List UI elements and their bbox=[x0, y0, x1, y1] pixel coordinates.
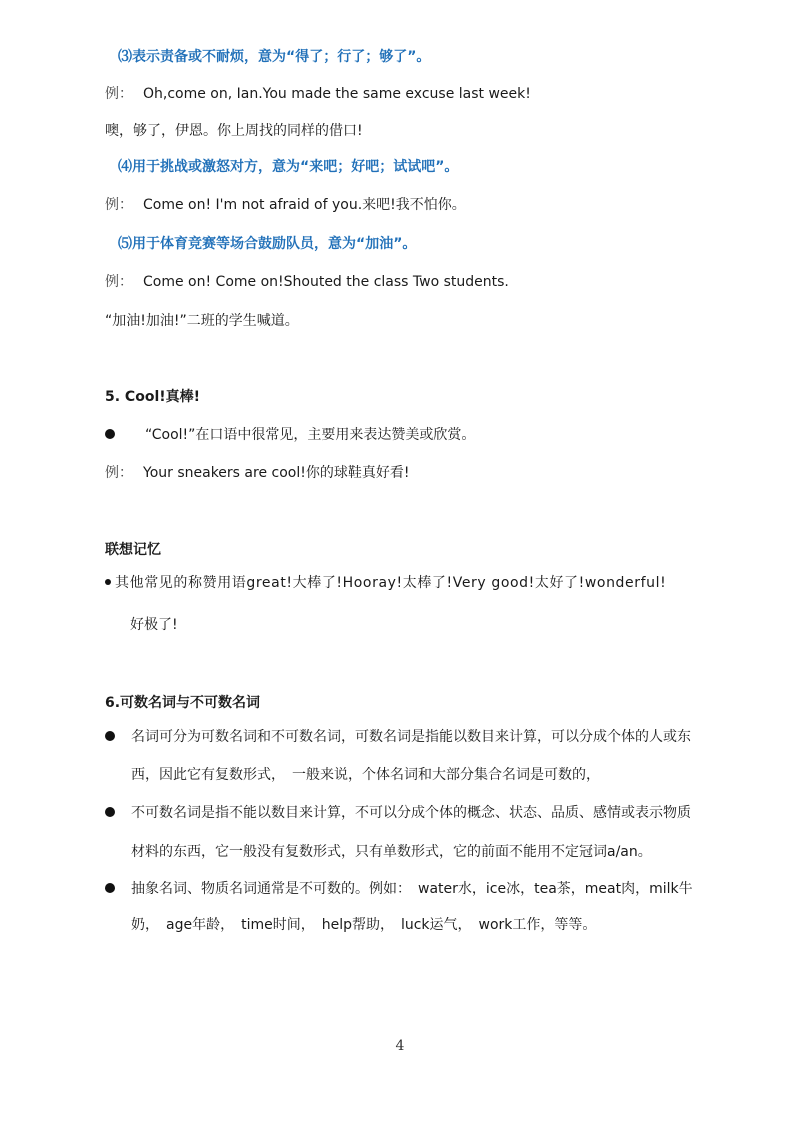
section-5-bullet bbox=[105, 426, 475, 444]
section-5-bullet-text: “Cool!”在口语中很常见，主要用来表达赞美或欣赏。 bbox=[145, 427, 476, 443]
bullet-icon bbox=[105, 579, 111, 585]
section-6-bullet-2-text: 不可数名词是指不能以数目来计算，不可以分成个体的概念、状态、品质、感情或表示物质 bbox=[131, 805, 691, 821]
example-prefix: 例： bbox=[105, 274, 133, 290]
section-6-bullet-2 bbox=[105, 804, 691, 822]
bullet-icon bbox=[105, 807, 115, 817]
example-3-translation: 噢，够了，伊恩。你上周找的同样的借口! bbox=[105, 123, 363, 139]
section-6-title: 6.可数名词与不可数名词 bbox=[105, 695, 261, 711]
section-5-example-text: Your sneakers are cool!你的球鞋真好看! bbox=[143, 465, 410, 481]
section-6-bullet-3-text: 抽象名词、物质名词通常是不可数的。例如： water水，ice冰，tea茶，meat肉，milk牛 bbox=[131, 881, 693, 897]
example-4-text: Come on! I'm not afraid of you.来吧!我不怕你。 bbox=[143, 197, 466, 213]
example-3 bbox=[105, 85, 531, 103]
bullet-icon bbox=[105, 731, 115, 741]
section-5-example bbox=[105, 464, 409, 482]
example-prefix: 例： bbox=[105, 465, 133, 481]
section-6-bullet-2-cont: 材料的东西，它一般没有复数形式，只有单数形式，它的前面不能用不定冠词a/an。 bbox=[131, 844, 652, 860]
example-5-translation: “加油!加油!”二班的学生喊道。 bbox=[105, 313, 299, 329]
example-5-text: Come on! Come on!Shouted the class Two students. bbox=[143, 274, 509, 290]
example-5 bbox=[105, 273, 509, 291]
memory-title: 联想记忆 bbox=[105, 542, 161, 558]
heading-usage-4: ⑷用于挑战或激怒对方，意为“来吧；好吧；试试吧”。 bbox=[118, 159, 459, 175]
memory-line-1 bbox=[105, 574, 666, 592]
heading-usage-3: ⑶表示责备或不耐烦，意为“得了；行了；够了”。 bbox=[118, 49, 431, 65]
example-3-text: Oh,come on, Ian.You made the same excuse last week! bbox=[143, 86, 531, 102]
example-4 bbox=[105, 196, 466, 214]
section-5-title: 5. Cool!真棒! bbox=[105, 389, 201, 405]
example-prefix: 例： bbox=[105, 197, 133, 213]
section-6-bullet-1 bbox=[105, 728, 691, 746]
heading-usage-5: ⑸用于体育竞赛等场合鼓励队员，意为“加油”。 bbox=[118, 236, 417, 252]
page-number: 4 bbox=[395, 1038, 405, 1054]
memory-line-1-text: 其他常见的称赞用语great!大棒了!Hooray!太棒了!Very good!太好了!wonderful! bbox=[115, 575, 667, 591]
section-6-bullet-1-text: 名词可分为可数名词和不可数名词，可数名词是指能以数目来计算，可以分成个体的人或东 bbox=[131, 729, 691, 745]
section-6-bullet-3 bbox=[105, 880, 693, 898]
bullet-icon bbox=[105, 429, 115, 439]
memory-line-2: 好极了! bbox=[130, 617, 178, 633]
section-6-bullet-3-cont: 奶， age年龄， time时间， help帮助， luck运气， work工作，等等。 bbox=[131, 917, 597, 933]
example-prefix: 例： bbox=[105, 86, 133, 102]
section-6-bullet-1-cont: 西，因此它有复数形式， 一般来说，个体名词和大部分集合名词是可数的， bbox=[131, 767, 600, 783]
bullet-icon bbox=[105, 883, 115, 893]
